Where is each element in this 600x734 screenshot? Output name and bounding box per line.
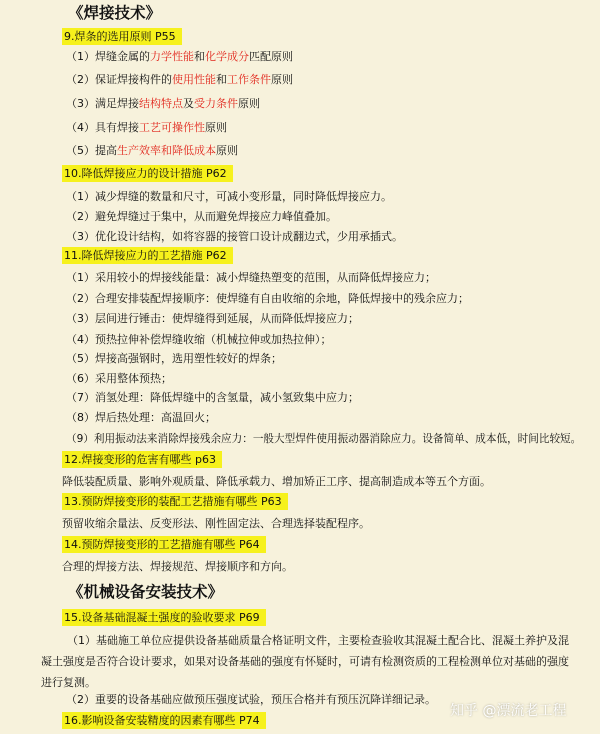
s15-paragraph-2: （2）重要的设备基础应做预压强度试验，预压合格并有预压沉降详细记录。 — [66, 693, 436, 706]
s15-heading — [62, 609, 600, 626]
s11-item: （3）层间进行锤击：使焊缝得到延展，从而降低焊接应力； — [66, 312, 359, 325]
s9-text: （5） — [66, 144, 95, 157]
s13-text: 预留收缩余量法、反变形法、刚性固定法、合理选择装配程序。 — [62, 517, 370, 530]
s9-keyword: 工艺可操作性 — [139, 121, 205, 134]
s14-title: 14.预防焊接变形的工艺措施有哪些 P64 — [62, 536, 266, 553]
s9-keyword: 力学性能 — [150, 50, 194, 63]
s12-title: 12.焊接变形的危害有哪些 p63 — [62, 451, 222, 468]
s14-heading — [62, 536, 600, 553]
section-title-equipment: 《机械设备安装技术》 — [68, 583, 224, 601]
s9-text: 及 — [183, 97, 194, 110]
s11-item: （8）焊后热处理：高温回火； — [66, 411, 216, 424]
s9-text: 满足焊接 — [95, 97, 139, 110]
s11-item: （4）预热拉伸补偿焊缝收缩（机械拉伸或加热拉伸）； — [66, 333, 332, 346]
s11-item: （1）采用较小的焊接线能量：减小焊缝热塑变的范围，从而降低焊接应力； — [66, 271, 436, 284]
s16-title: 16.影响设备安装精度的因素有哪些 P74 — [62, 712, 266, 729]
s9-item — [66, 144, 600, 158]
s9-text: 匹配原则 — [249, 50, 293, 63]
s9-item — [66, 73, 600, 87]
s9-text: 保证焊接构件的 — [95, 73, 172, 86]
s11-item: （9）利用振动法来消除焊接残余应力：一般大型焊件使用振动器消除应力。设备简单、成本低，时间比较短。 — [66, 433, 582, 445]
section-title-welding: 《焊接技术》 — [68, 4, 162, 22]
s10-item: （1）减少焊缝的数量和尺寸，可减小变形量，同时降低焊接应力。 — [66, 190, 392, 203]
s9-text: （4） — [66, 121, 95, 134]
s9-text: 原则 — [216, 144, 238, 157]
s14-text: 合理的焊接方法、焊接规范、焊接顺序和方向。 — [62, 560, 293, 573]
s9-item — [66, 97, 600, 111]
s9-text: 和 — [216, 73, 227, 86]
s15-paragraph-1: （1）基础施工单位应提供设备基础质量合格证明文件，主要检查验收其混凝土配合比、混凝土养护及混凝土强度是否符合设计要求，如果对设备基础的强度有怀疑时，可请有检测资质的工程检测单位对基础的强度进行复测。 — [41, 634, 569, 689]
s12-heading — [62, 451, 600, 468]
s10-title: 10.降低焊接应力的设计措施 P62 — [62, 165, 233, 182]
s11-item: （7）消氢处理：降低焊缝中的含氢量，减小氢致集中应力； — [66, 391, 359, 404]
s9-text: 原则 — [271, 73, 293, 86]
s9-item — [66, 50, 600, 64]
s9-text: （3） — [66, 97, 95, 110]
watermark: 知乎 @漂流老工程 — [450, 703, 567, 719]
s9-text: 提高 — [95, 144, 117, 157]
s10-heading — [62, 165, 600, 182]
s9-text: （2） — [66, 73, 95, 86]
s9-heading — [62, 28, 600, 45]
s15-title: 15.设备基础混凝土强度的验收要求 P69 — [62, 609, 266, 626]
s9-item — [66, 121, 600, 135]
s12-text: 降低装配质量、影响外观质量、降低承载力、增加矫正工序、提高制造成本等五个方面。 — [62, 475, 491, 488]
s9-text: 原则 — [238, 97, 260, 110]
s9-text: 焊缝金属的 — [95, 50, 150, 63]
s9-keyword: 工作条件 — [227, 73, 271, 86]
s9-keyword: 生产效率和降低成本 — [117, 144, 216, 157]
s9-text: 具有焊接 — [95, 121, 139, 134]
s9-keyword: 化学成分 — [205, 50, 249, 63]
s9-text: 和 — [194, 50, 205, 63]
s11-item: （5）焊接高强钢时，选用塑性较好的焊条； — [66, 352, 282, 365]
s11-heading — [62, 247, 600, 264]
s9-keyword: 结构特点 — [139, 97, 183, 110]
s10-item: （2）避免焊缝过于集中，从而避免焊接应力峰值叠加。 — [66, 210, 337, 223]
s9-keyword: 受力条件 — [194, 97, 238, 110]
s13-heading — [62, 493, 600, 510]
s9-text: （1） — [66, 50, 95, 63]
s11-item: （6）采用整体预热； — [66, 372, 172, 385]
s11-item: （2）合理安排装配焊接顺序：使焊缝有自由收缩的余地，降低焊接中的残余应力； — [66, 292, 469, 305]
s9-text: 原则 — [205, 121, 227, 134]
s9-keyword: 使用性能 — [172, 73, 216, 86]
s9-title: 9.焊条的选用原则 P55 — [62, 28, 182, 45]
s11-title: 11.降低焊接应力的工艺措施 P62 — [62, 247, 233, 264]
s13-title: 13.预防焊接变形的装配工艺措施有哪些 P63 — [62, 493, 288, 510]
s10-item: （3）优化设计结构，如将容器的接管口设计成翻边式，少用承插式。 — [66, 230, 403, 243]
